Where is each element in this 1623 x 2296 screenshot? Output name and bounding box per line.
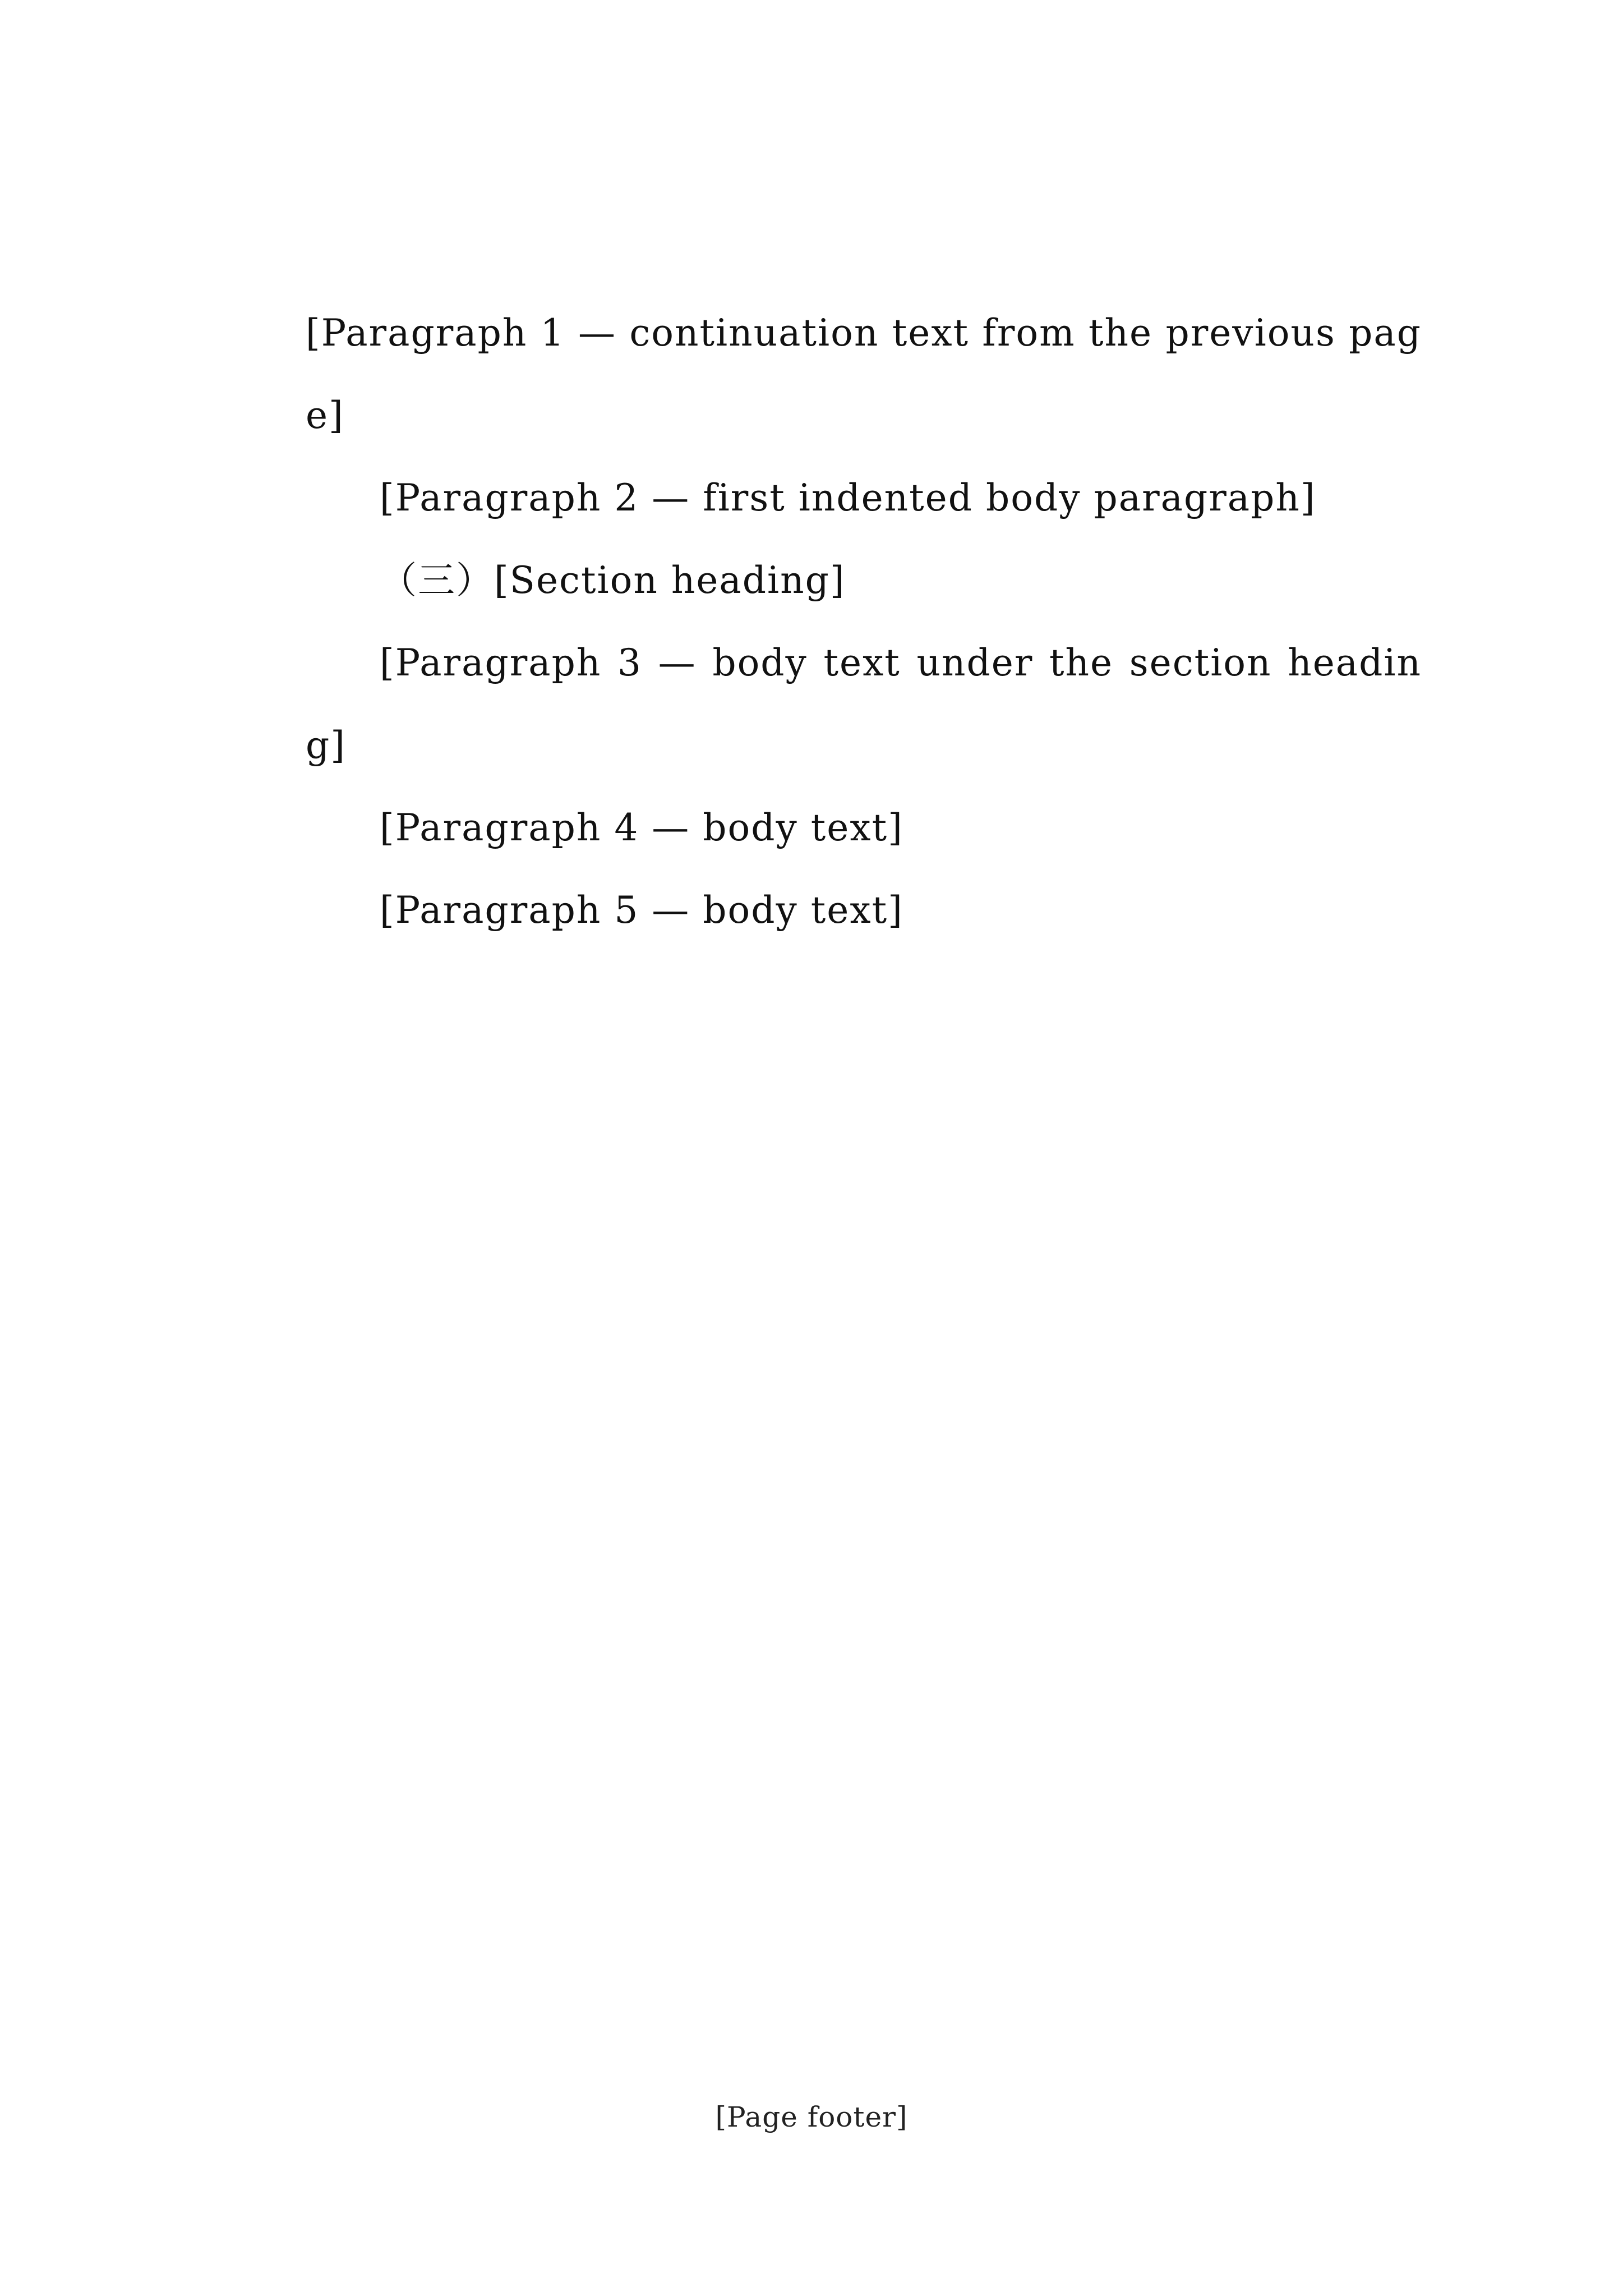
body-paragraph: [Paragraph 5 — body text] [380,889,903,932]
section-heading: （三）[Section heading] [380,559,846,602]
body-paragraph: [Paragraph 2 — first indented body paragraph] [380,476,1316,519]
body-paragraph: [Paragraph 1 — continuation text from the previous page] [306,311,1422,437]
document-body [306,292,1422,951]
body-paragraph: [Paragraph 4 — body text] [380,806,903,849]
page-footer: [Page footer] [715,2101,908,2133]
body-paragraph: [Paragraph 3 — body text under the section heading] [306,641,1422,767]
